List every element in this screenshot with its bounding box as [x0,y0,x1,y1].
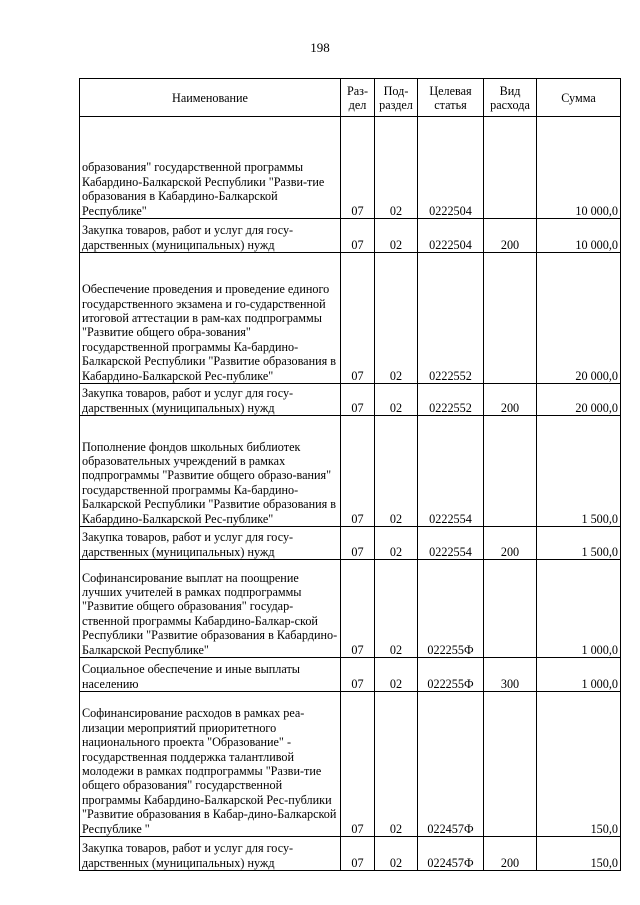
table-row [80,384,621,416]
cell-kind [484,253,537,384]
cell-podrazdel: 02 [375,219,418,253]
cell-target: 0222552 [418,384,484,416]
table-row [80,837,621,871]
cell-target: 0222504 [418,117,484,219]
cell-name: Закупка товаров, работ и услуг для госу-дарственных (муниципальных) нужд [80,527,341,560]
table-row [80,253,621,384]
cell-razdel: 07 [341,416,375,527]
cell-kind: 200 [484,527,537,560]
cell-kind [484,416,537,527]
table-row [80,117,621,219]
cell-razdel: 07 [341,560,375,658]
cell-kind: 200 [484,837,537,871]
cell-sum: 10 000,0 [537,219,621,253]
cell-podrazdel: 02 [375,416,418,527]
table-row [80,527,621,560]
cell-podrazdel: 02 [375,527,418,560]
table-row [80,692,621,837]
cell-target: 022457Ф [418,692,484,837]
header-sum: Сумма [537,79,621,117]
cell-razdel: 07 [341,658,375,692]
cell-razdel: 07 [341,117,375,219]
cell-name: Софинансирование выплат на поощрение лучших учителей в рамках подпрограммы "Развитие общего образования" государ-ственной программы Кабардино-Балкар-ской Республики "Развитие образования в Кабардино-Балкарской Республике" [80,560,341,658]
cell-kind: 200 [484,219,537,253]
cell-sum: 150,0 [537,692,621,837]
table-row [80,658,621,692]
cell-target: 022255Ф [418,658,484,692]
cell-name: Социальное обеспечение и иные выплаты населению [80,658,341,692]
header-name: Наименование [80,79,341,117]
cell-target: 0222552 [418,253,484,384]
cell-podrazdel: 02 [375,117,418,219]
table-header-row [80,79,621,117]
cell-sum: 1 500,0 [537,527,621,560]
cell-sum: 20 000,0 [537,384,621,416]
cell-razdel: 07 [341,253,375,384]
cell-sum: 20 000,0 [537,253,621,384]
header-razdel: Раз- дел [341,79,375,117]
cell-sum: 150,0 [537,837,621,871]
cell-target: 0222554 [418,527,484,560]
cell-name: Обеспечение проведения и проведение единого государственного экзамена и го-сударственной итоговой аттестации в рам-ках подпрограммы "Развитие общего обра-зования" государственной программы Ка-бардино-Балкарской Республики "Развитие образования в Кабардино-Балкарской Рес-публике" [80,253,341,384]
table-row [80,416,621,527]
cell-podrazdel: 02 [375,658,418,692]
cell-kind [484,692,537,837]
cell-kind [484,117,537,219]
cell-target: 022255Ф [418,560,484,658]
cell-target: 0222504 [418,219,484,253]
cell-razdel: 07 [341,527,375,560]
cell-kind: 200 [484,384,537,416]
cell-name: Закупка товаров, работ и услуг для госу-дарственных (муниципальных) нужд [80,837,341,871]
cell-sum: 10 000,0 [537,117,621,219]
header-target: Целевая статья [418,79,484,117]
table-row [80,560,621,658]
cell-sum: 1 000,0 [537,560,621,658]
cell-target: 0222554 [418,416,484,527]
cell-podrazdel: 02 [375,560,418,658]
header-podrazdel: Под- раздел [375,79,418,117]
cell-sum: 1 500,0 [537,416,621,527]
cell-name: образования" государственной программы Кабардино-Балкарской Республики "Разви-тие образования в Кабардино-Балкарской Республике" [80,117,341,219]
cell-sum: 1 000,0 [537,658,621,692]
page-number: 198 [310,40,330,55]
cell-name: Закупка товаров, работ и услуг для госу-дарственных (муниципальных) нужд [80,384,341,416]
cell-kind: 300 [484,658,537,692]
cell-name: Закупка товаров, работ и услуг для госу-дарственных (муниципальных) нужд [80,219,341,253]
cell-name: Пополнение фондов школьных библиотек образовательных учреждений в рамках подпрограммы "Развитие общего образо-вания" государственной программы Ка-бардино-Балкарской Республики "Развитие образования в Кабардино-Балкарской Рес-публике" [80,416,341,527]
cell-podrazdel: 02 [375,837,418,871]
cell-razdel: 07 [341,384,375,416]
header-kind: Вид расхода [484,79,537,117]
cell-razdel: 07 [341,219,375,253]
cell-razdel: 07 [341,692,375,837]
cell-podrazdel: 02 [375,692,418,837]
cell-target: 022457Ф [418,837,484,871]
cell-name: Софинансирование расходов в рамках реа-лизации мероприятий приоритетного национального проекта "Образование" - государственная поддержка талантливой молодежи в рамках подпрограммы "Разви-тие общего образования" государственной программы Кабардино-Балкарской Рес-публики "Развитие образования в Кабар-дино-Балкарской Республике " [80,692,341,837]
budget-table [79,78,621,871]
table-row [80,219,621,253]
cell-razdel: 07 [341,837,375,871]
cell-podrazdel: 02 [375,384,418,416]
cell-kind [484,560,537,658]
cell-podrazdel: 02 [375,253,418,384]
